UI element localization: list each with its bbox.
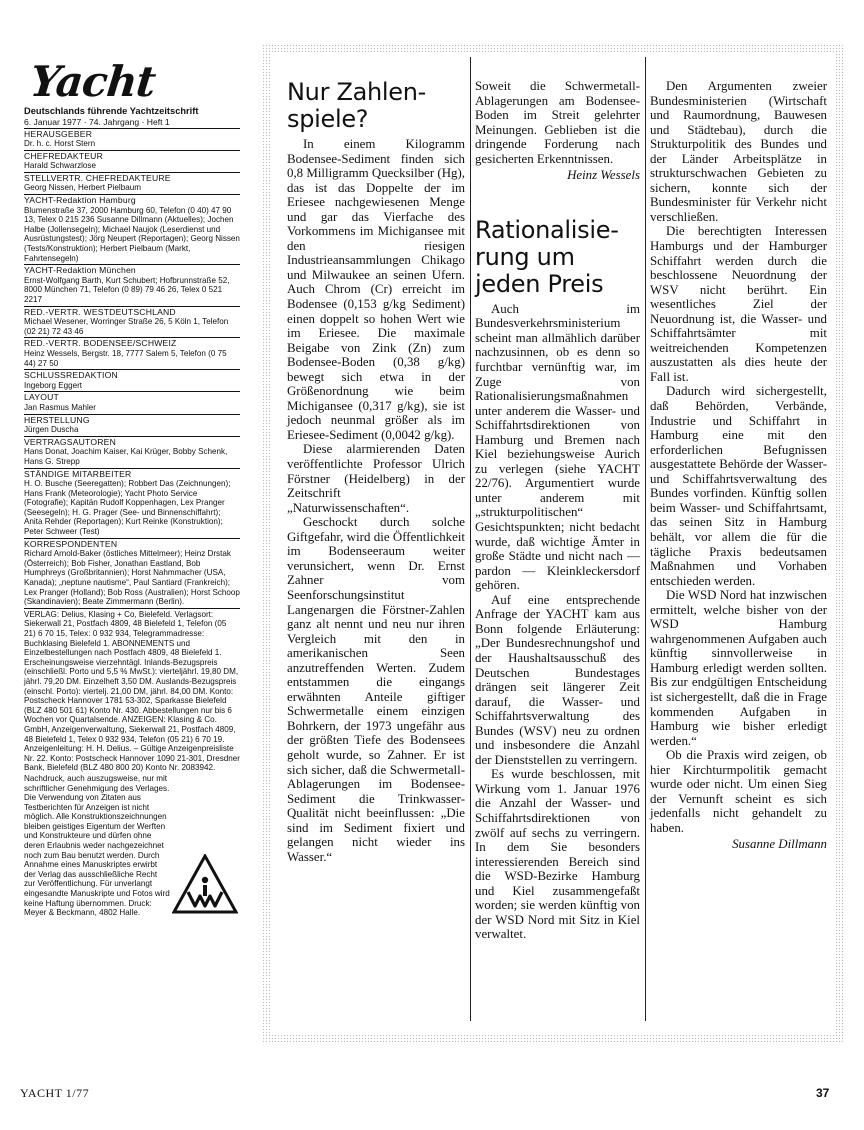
yacht-logo: Yacht [27,57,158,106]
ivw-logo-icon [172,854,238,914]
article-frame [262,44,844,1044]
section-heading: YACHT-Redaktion Hamburg [24,195,136,206]
section-body: Georg Nissen, Herbert Pielbaum [24,183,141,193]
footer-issue: YACHT 1/77 [20,1086,90,1100]
paragraph: Dadurch wird sichergestellt, daß Behörden, Verbände, Industrie und Schiffahrt in Hamburg eine mit den erforderlichen Befugnissen ausgestattete Behörde der Wasser- und Schiffahrtsverwaltung des Bundes vorfinden. Künftig sollen beim Wasser- und Schiffahrtsamt, das seinen Sitz in Hamburg behält, vor allem die für die tägliche Praxis bedeutsamen Maßnahmen und Vorhaben entschieden werden. [650,384,827,588]
section-heading: HERAUSGEBER [24,128,93,139]
paragraph: Diese alarmierenden Daten veröffentlichte Professor Ulrich Förstner (Heidelberg) in der Zeitschrift „Naturwissenschaften“. [287,442,465,515]
page-number: 37 [816,1086,830,1100]
paragraph: Die WSD Nord hat inzwischen ermittelt, welche bisher von der WSD Hamburg wahrgenommenen Aufgaben auch künftig sinnvollerweise in Hamburg erledigt werden sollten. Bis zur endgültigen Entscheidung ist sichergestellt, daß die in Frage kommenden Aufgaben in Hamburg wie bisher erledigt werden.“ [650,588,827,748]
section-westdeutschland [24,306,240,338]
section-bodensee [24,337,240,369]
legal-block [24,774,240,918]
section-heading: SCHLUSSREDAKTION [24,370,118,381]
paragraph: Den Argumenten zweier Bundesministerien (Wirtschaft und Raumordnung, Bauwesen und Städtebau), durch die Strukturpolitik des Bundes und der Länder Arbeitsplätze in strukturschwachen Gebieten zu sichern, konnte sich der Bundesminister für Verkehr nicht verschließen. [650,79,827,224]
section-korrespondenten [24,538,240,608]
paragraph: Auf eine entsprechende Anfrage der YACHT kam aus Bonn folgende Erläuterung: „Der Bundesrechnungshof und der Haushaltsausschuß des Deutschen Bundestages drängen seit längerer Zeit darauf, die Wasser- und Schiffahrtsverwaltung des Bundes (WSV) neu zu ordnen und insbesondere die Anzahl der Dienststellen zu verringern. [475,592,640,767]
paragraph: Geschockt durch solche Giftgefahr, wird die Öffentlichkeit im Bodenseeraum weiter verunsichert, wenn Dr. Ernst Zahner vom Seenforschungsinstitut Langenargen die Förstner-Zahlen ganz alt nennt und neu nur ihren Vergleich mit den in amerikanischen Seen anzutreffenden Werten. Zudem entstammen die eingangs erwähnten Anteile giftiger Schwermetalle einem einzigen Bohrkern, der 1973 ungefähr aus der größten Tiefe des Bodensees geholt wurde, so Zahner. Er ist sich sicher, daß die Schwermetall-Ablagerungen im Bodensee-Sediment die Trinkwasser-Qualität nicht beeinflussen: „Die sind im Sediment fixiert und gelangen nicht wieder ins Wasser.“ [287,515,465,864]
section-body: Blumenstraße 37, 2000 Hamburg 60, Telefon (0 40) 47 90 13, Telex 0 215 236 Susanne Dillmann (Aktuelles); Jochen Halbe (Jollensegeln); Michael Naujok (Leserdienst und Ausrüstungstest); Jörg Neupert (Reportagen); Georg Nissen (Tests/Konstruktion); Herbert Pielbaum (Markt, Fahrtensegeln) [24,205,240,263]
section-body: Ernst-Wolfgang Barth, Kurt Schubert; Hofbrunnstraße 52, 8000 München 71, Telefon (0 89) 79 46 26, Telex 0 521 2217 [24,275,230,304]
section-body: H. O. Busche (Seeregatten); Robbert Das (Zeichnungen); Hans Frank (Meteorologie); Yacht Photo Service (Fotografie); Kapitän Rudolf Koppenhagen, Lex Pranger (Seesegeln); H. G. Prager (See- und Binnenschiffahrt); Anita Rehder (Reportagen); Kurt Reinke (Konstruktion); Peter Schweer (Test) [24,479,231,537]
section-body: Dr. h. c. Horst Stern [24,139,96,149]
paragraph: Ob die Praxis wird zeigen, ob hier Kirchturmpolitik gemacht wurde oder nicht. Um einen Sieg der Vernunft scheint es sich jedenfalls nicht gehandelt zu haben. [650,748,827,835]
section-layout [24,391,240,413]
section-body: Harald Schwarzlose [24,161,96,171]
section-body: Jan Rasmus Mahler [24,402,96,412]
article-column-1 [287,79,465,1035]
column-rule [470,57,471,1021]
section-vertragsautoren [24,436,240,468]
paragraph: Die berechtigten Interessen Hamburgs und der Hamburger Schiffahrt werden durch die beschlossene Neuordnung der WSV nicht berührt. Ein wesentliches Ziel der Neuordnung ist, die Wasser- und Schiffahrtsämter mit weitreichenden Kompetenzen auszustatten als dies heute der Fall ist. [650,224,827,384]
impressum [24,57,240,918]
section-herausgeber [24,128,240,150]
article-column-3 [650,79,827,1035]
section-body: Heinz Wessels, Bergstr. 18, 7777 Salem 5, Telefon (0 75 44) 27 50 [24,348,227,368]
section-heading: RED.-VERTR. WESTDEUTSCHLAND [24,306,176,317]
legal-notice: Nachdruck, auch auszugsweise, nur mit schriftlicher Genehmigung des Verlages. Die Verwendung von Zitaten aus Testberichten für Anzeigen ist nicht möglich. Alle Konstruktionszeichnungen bleiben geistiges Eigentum der Werften und Konstrukteure und dürfen ohne deren Erlaubnis weder nachgezeichnet noch zum Bau benutzt werden. Durch Annahme eines Manuskriptes erwirbt der Verlag das ausschließliche Recht zur Veröffentlichung. Für unverlangt eingesandte Manuskripte und Fotos wird keine Haftung übernommen. Druck: Meyer & Beckmann, 4802 Halle. [24,773,170,918]
article-column-2 [475,79,640,1035]
section-body: Jürgen Duscha [24,425,79,435]
paragraph: In einem Kilogramm Bodensee-Sediment finden sich 0,8 Milligramm Quecksilber (Hg), das ist das Doppelte der im Eriesee nachgewiesenen Menge und gar das Vierfache des Vorkommens im Michigansee mit den riesigen Industrieansammlungen Chikago und Milwaukee an seinen Ufern. Auch Chrom (Cr) erreicht im Bodensee (0,153 g/kg Sediment) einen doppelt so hohen Wert wie im Eriesee. Die maximale Beigabe von Zink (Zn) zum Bodensee-Boden (0,38 g/kg) bewegt sich etwa in der Größenordnung wie beim Michigansee (0,317 g/kg), sie ist jedoch neunmal größer als im Eriesee-Sediment (0,0042 g/kg). [287,137,465,442]
section-heading: STÄNDIGE MITARBEITER [24,468,132,479]
paragraph: Es wurde beschlossen, mit Wirkung vom 1. Januar 1976 die Anzahl der Wasser- und Schiffahrtsdirektionen von zwölf auf sechs zu verringern. In dem Sie besonders interessierenden Bereich sind die WSD-Bezirke Hamburg und Kiel zusammengefaßt worden; sie werden künftig von der WSD Nord mit Sitz in Kiel verwaltet. [475,767,640,942]
section-redaktion-hamburg [24,194,240,264]
section-body: Hans Donat, Joachim Kaiser, Kai Krüger, Bobby Schenk, Hans G. Strepp [24,447,228,466]
section-heading: KORRESPONDENTEN [24,538,118,549]
section-redaktion-muenchen [24,264,240,305]
paragraph: Auch im Bundesverkehrsministerium scheint man allmählich darüber nachzusinnen, ob es denn so furchtbar vernünftig war, im Zuge von Rationalisierungsmaßnahmen unter anderem die Wasser- und Schiffahrtsdirektionen von Hamburg und Bremen nach Kiel beziehungsweise Aurich zu verlegen (siehe YACHT 22/76). Argumentiert wurde unter anderem mit „strukturpolitischen“ Gesichtspunkten; nicht bedacht wurde, daß wichtige Ämter in große Städte und nicht nach — pardon — Kleinkleckersdorf gehören. [475,301,640,593]
section-heading: VERTRAGSAUTOREN [24,436,116,447]
section-verlag [24,608,240,774]
column-rule [645,57,646,1021]
paragraph-continued: Soweit die Schwermetall-Ablagerungen am Bodensee-Boden im Streit gelehrter Meinungen. Geblieben ist die dringende Forderung nach gesicherten Erkenntnissen. [475,79,640,166]
section-heading: RED.-VERTR. BODENSEE/SCHWEIZ [24,338,177,349]
section-stellvertr [24,172,240,194]
section-mitarbeiter [24,468,240,538]
headline-nur-zahlenspiele: Nur Zahlen-spiele? [287,78,427,133]
issue-info: 6. Januar 1977 · 74. Jahrgang · Heft 1 [24,116,170,127]
author-heinz-wessels: Heinz Wessels [567,168,640,183]
section-heading: STELLVERTR. CHEFREDAKTEURE [24,172,171,183]
tagline: Deutschlands führende Yachtzeitschrift [24,106,199,116]
publisher-info: VERLAG: Delius, Klasing + Co, Bielefeld. Verlagsort: Siekerwall 21, Postfach 4809, 48 Bielefeld 1, Telefon (05 21) 6 70 15, Telex: 0 932 934, Telegrammadresse: Buchklasing Bielefeld 1. ABONNEMENTS und Einzelbestellungen nach Postfach 4809, 48 Bielefeld 1. Erscheinungsweise vierzehntägl. Inlands-Bezugspreis (einschließl. Porto und 5,5 % MwSt.): vierteljährl. 19,80 DM, jährl. 79,20 DM. Einzelheft 3,50 DM. Auslands-Bezugspreis (einschl. Porto): viertelj. 21,00 DM, jährl. 84,00 DM. Konto: Postscheck Hannover 1781 53-302, Sparkasse Bielefeld (BLZ 480 501 61) Konto Nr. 430. Abbestellungen nur bis 6 Wochen vor Quartalsende. ANZEIGEN: Klasing & Co. GmbH, Anzeigenverwaltung, Siekerwall 21, Postfach 4809, 48 Bielefeld 1, Telex 0 932 934, Telefon (05 21) 6 70 19. Anzeigenleitung: H. H. Delius. – Gültige Anzeigenpreisliste Nr. 22. Konto: Postscheck Hannover 1090 21-301, Dresdner Bank, Bielefeld (BLZ 480 800 20) Konto Nr. 2083942. [24,609,240,773]
article-area [271,53,835,1035]
section-heading: HERSTELLUNG [24,414,90,425]
section-herstellung [24,414,240,436]
section-body: Ingeborg Eggert [24,380,83,390]
section-heading: CHEFREDAKTEUR [24,150,103,161]
section-heading: LAYOUT [24,392,59,403]
section-schlussredaktion [24,369,240,391]
author-susanne-dillmann: Susanne Dillmann [732,837,827,852]
section-chefredakteur [24,150,240,172]
section-heading: YACHT-Redaktion München [24,265,136,276]
section-body: Michael Wesener, Worringer Straße 26, 5 Köln 1, Telefon (02 21) 72 43 46 [24,317,229,336]
section-body: Richard Arnold-Baker (östliches Mittelmeer); Heinz Drstak (Österreich); Bob Fisher, Jonathan Eastland, Bob Humphreys (Großbritannien); Horst Nahmmacher (USA, Kanada); „neptune nautisme“, Paul Santiard (Frankreich); Lex Pranger (Holland); Bob Ross (Australien); Horst Schoop (Skandinavien); Beate Zimmermann (Berlin). [24,549,240,607]
headline-rationalisierung: Rationalisie-rung um jeden Preis [475,215,619,298]
